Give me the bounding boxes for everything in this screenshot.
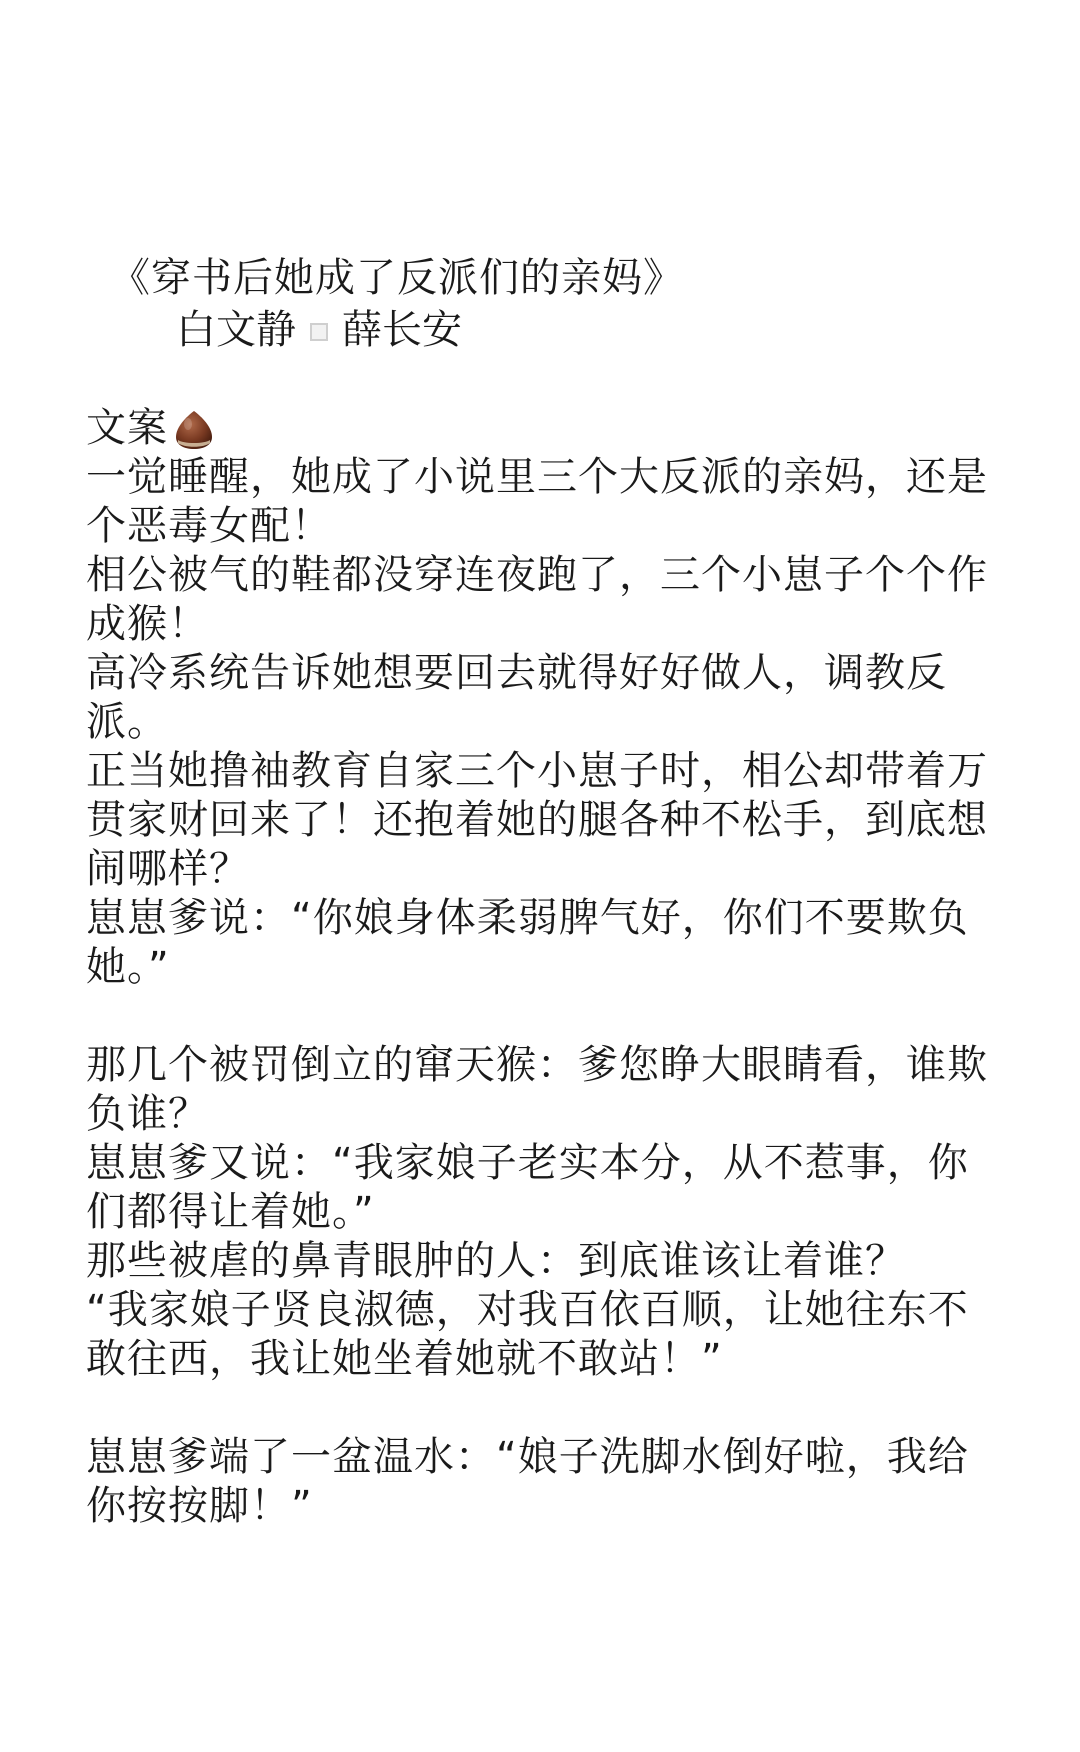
separator-box-icon	[310, 323, 328, 341]
synopsis-paragraph-3: 高冷系统告诉她想要回去就得好好做人，调教反派。	[86, 650, 947, 745]
synopsis-paragraph-1: 一觉睡醒，她成了小说里三个大反派的亲妈，还是个恶毒女配！	[86, 454, 988, 549]
synopsis-paragraph-6: 那几个被罚倒立的窜天猴：爹您睁大眼睛看，谁欺负谁？	[86, 1042, 988, 1137]
synopsis-label: 文案	[86, 405, 168, 451]
synopsis-paragraph-2: 相公被气的鞋都没穿连夜跑了，三个小崽子个个作成猴！	[86, 552, 988, 647]
synopsis-paragraph-4: 正当她撸袖教育自家三个小崽子时，相公却带着万贯家财回来了！还抱着她的腿各种不松手，到底想闹哪样？	[86, 748, 988, 892]
synopsis-heading	[86, 404, 996, 453]
lead-pair	[110, 304, 684, 356]
male-lead-name: 薛长安	[342, 307, 462, 353]
synopsis-paragraph-8: 那些被虐的鼻青眼肿的人：到底谁该让着谁？	[86, 1238, 906, 1284]
book-title: 《穿书后她成了反派们的亲妈》	[110, 255, 684, 301]
synopsis	[86, 404, 996, 1531]
synopsis-paragraph-10: 崽崽爹端了一盆温水：“娘子洗脚水倒好啦，我给你按按脚！”	[86, 1434, 969, 1529]
paragraph-gap	[86, 992, 996, 1041]
book-header	[110, 252, 684, 356]
chestnut-icon	[172, 407, 216, 451]
paragraph-gap	[86, 1384, 996, 1433]
synopsis-paragraph-9: “我家娘子贤良淑德，对我百依百顺，让她往东不敢往西，我让她坐着她就不敢站！”	[86, 1287, 969, 1382]
female-lead-name: 白文静	[176, 307, 296, 353]
synopsis-paragraph-5: 崽崽爹说：“你娘身体柔弱脾气好，你们不要欺负她。”	[86, 895, 969, 990]
synopsis-paragraph-7: 崽崽爹又说：“我家娘子老实本分，从不惹事，你们都得让着她。”	[86, 1140, 969, 1235]
